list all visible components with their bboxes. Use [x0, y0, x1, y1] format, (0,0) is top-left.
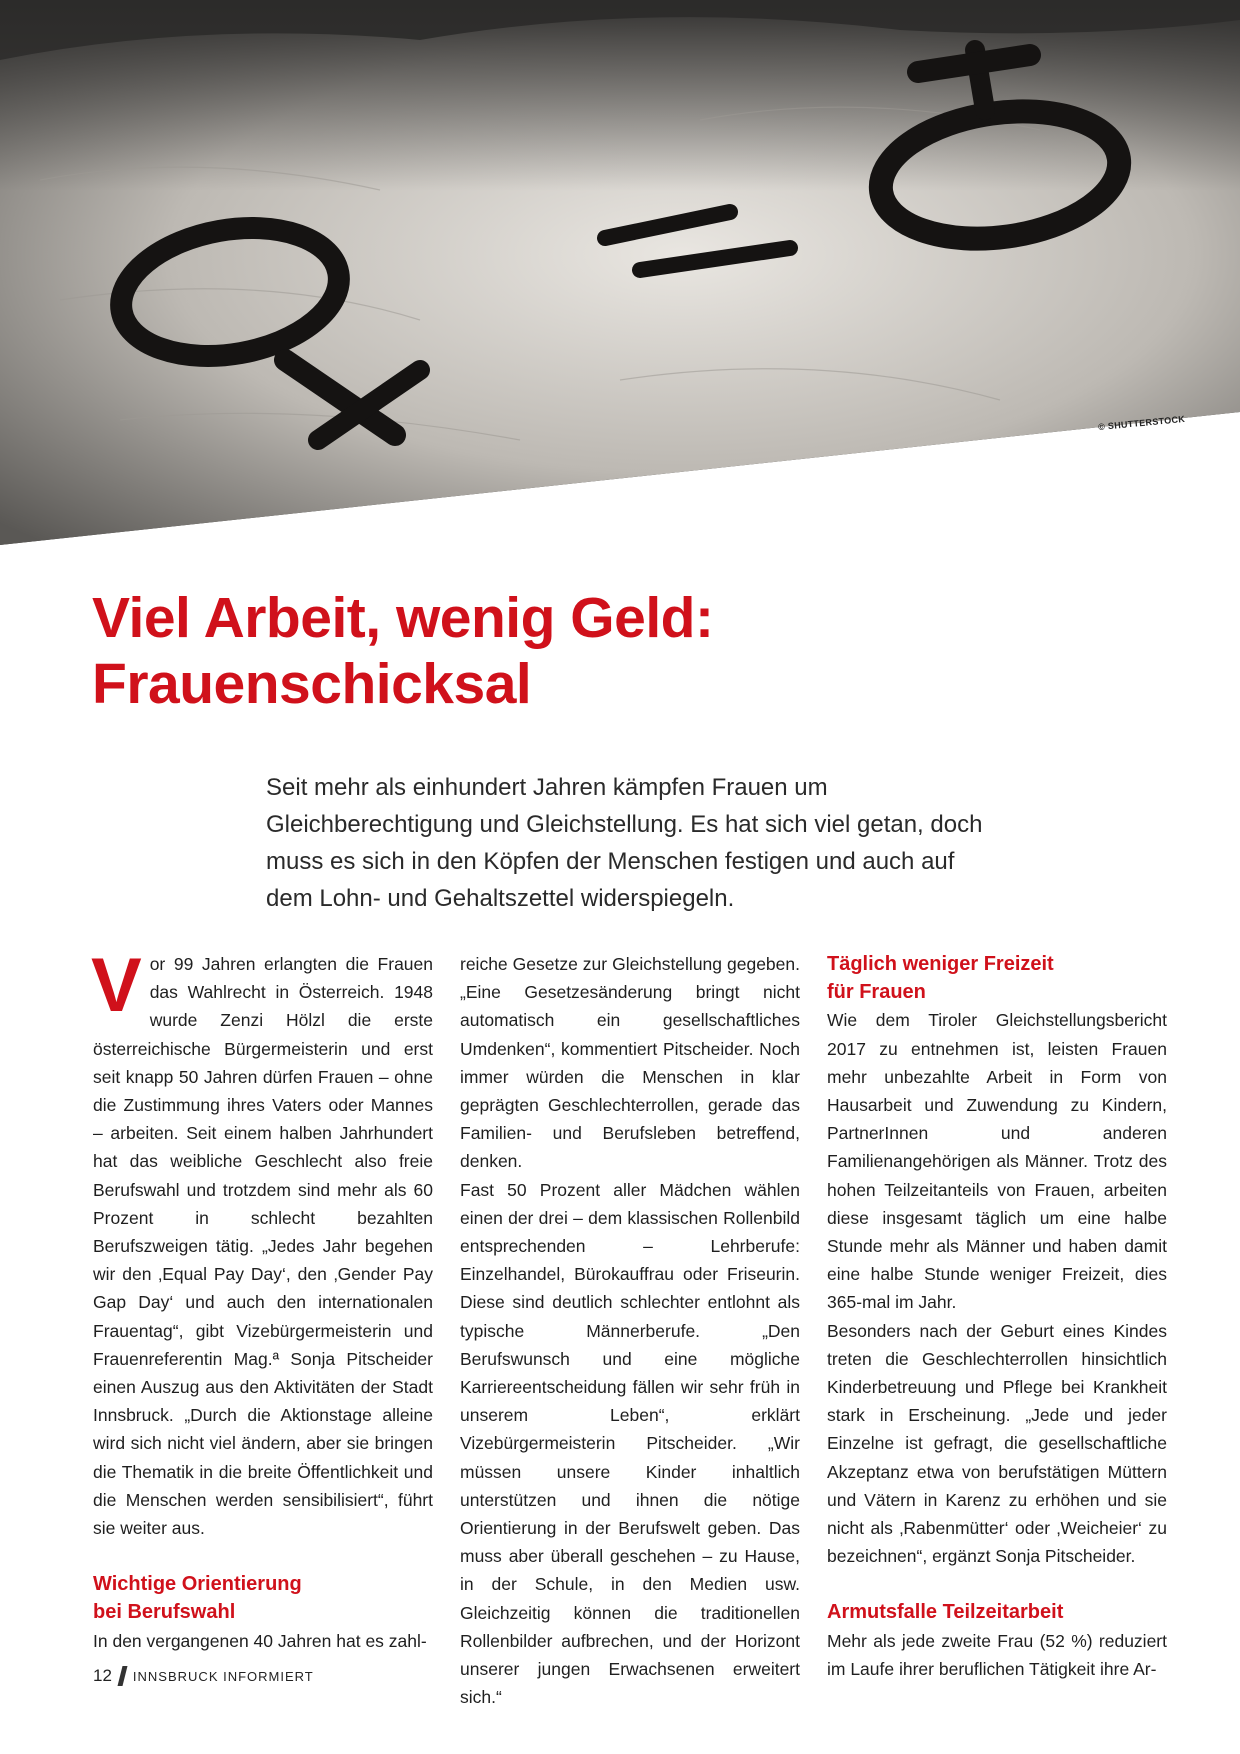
column-2: [460, 950, 800, 1711]
subhead-armutsfalle: Armutsfalle Teilzeitarbeit: [827, 1601, 1064, 1624]
page-number: 12: [93, 1666, 112, 1685]
article-title: [92, 585, 713, 717]
col3-paragraph-3: Mehr als jede zweite Frau (52 %) reduziert im Laufe ihrer beruflichen Tätigkeit ihre Ar-: [827, 1630, 1167, 1679]
col2-paragraph-2: Fast 50 Prozent aller Mädchen wählen einen der drei – dem klassischen Rollenbild entsprechenden – Lehrberufe: Einzelhandel, Bürokauffrau oder Friseurin. Diese sind deutlich schlechter entlohnt als typische Männerberufe. „Den Berufswunsch und eine mögliche Karriereentscheidung fällen wir sehr früh in unserem Leben“, erklärt Vizebürgermeisterin Pitscheider. „Wir müssen unsere Kinder inhaltlich unterstützen und ihnen die nötige Orientierung in der Berufswelt geben. Das muss aber überall geschehen – zu Hause, in der Schule, in den Medien usw. Gleichzeitig können die traditionellen Rollenbilder aufbrechen, und der Horizont unserer jungen Erwachsenen erweitert sich.“: [460, 1179, 800, 1708]
col3-paragraph-1: Wie dem Tiroler Gleichstellungsbericht 2017 zu entnehmen ist, leisten Frauen mehr unbezahlte Arbeit in Form von Hausarbeit und Zuwendung zu Kindern, PartnerInnen und anderen Familienangehörigen als Männer. Trotz des hohen Teilzeitanteils von Frauen, arbeiten diese insgesamt täglich um eine halbe Stunde mehr als Männer und haben damit eine halbe Stunde weniger Freizeit, dies 365-mal im Jahr.: [827, 1010, 1167, 1313]
col2-paragraph-1: reiche Gesetze zur Gleichstellung gegeben. „Eine Gesetzesänderung bringt nicht automatisch ein gesellschaftliches Umdenken“, kommentiert Pitscheider. Noch immer würden die Menschen in klar geprägten Geschlechterrollen, gerade das Familien- und Berufsleben betreffend, denken.: [460, 954, 800, 1172]
column-3: [827, 950, 1167, 1683]
gender-equality-symbols-icon: [0, 0, 1240, 545]
subhead-orientierung: [93, 1570, 433, 1626]
subhead-freizeit-line-2: für Frauen: [827, 981, 926, 1004]
hero-photo: [0, 0, 1240, 545]
subhead-freizeit-line-1: Täglich weniger Freizeit: [827, 953, 1054, 975]
subhead-freizeit: [827, 950, 1167, 1006]
col3-paragraph-2: Besonders nach der Geburt eines Kindes treten die Geschlechterrollen hinsichtlich Kinderbetreuung und Pflege bei Krankheit stark in Erscheinung. „Jede und jeder Einzelne ist gefragt, die gesellschaftliche Akzeptanz etwa von berufstätigen Müttern und Vätern in Karenz zu erhöhen und sie nicht als ‚Rabenmütter‘ oder ‚Weicheier‘ zu bezeichnen“, ergänzt Sonja Pitscheider.: [827, 1320, 1167, 1567]
title-line-2: Frauenschicksal: [92, 652, 532, 716]
photo-credit: © SHUTTERSTOCK: [1097, 413, 1186, 433]
drop-cap: V: [91, 943, 142, 1028]
col1-paragraph-2: In den vergangenen 40 Jahren hat es zahl-: [93, 1630, 427, 1651]
page-footer: [93, 1666, 314, 1686]
column-1: [91, 943, 433, 1655]
subhead-orientierung-line-1: Wichtige Orientierung: [93, 1573, 302, 1596]
article-lead: Seit mehr als einhundert Jahren kämpfen Frauen um Gleichberechtigung und Gleichstellung. Es hat sich viel getan, doch muss es sich in den Köpfen der Menschen festigen und auch auf dem Lohn- und Gehaltszettel widerspiegeln.: [266, 774, 983, 912]
footer-divider: [117, 1666, 127, 1686]
magazine-name: INNSBRUCK INFORMIERT: [132, 1668, 314, 1684]
col1-paragraph-1: or 99 Jahren erlangten die Frauen das Wahlrecht in Österreich. 1948 wurde Zenzi Hölzl die erste österreichische Bürgermeisterin und erst seit knapp 50 Jahren dürfen Frauen – ohne die Zustimmung ihres Vaters oder Mannes – arbeiten. Seit einem halben Jahrhundert hat das weibliche Geschlecht also freie Berufswahl und trotzdem sind mehr als 60 Prozent in schlecht bezahlten Berufszweigen tätig. „Jedes Jahr begehen wir den ‚Equal Pay Day‘, den ‚Gender Pay Gap Day‘ und auch den internationalen Frauentag“, gibt Vizebürgermeisterin und Frauenreferentin Mag.ª Sonja Pitscheider einen Auszug aus den Aktivitäten der Stadt Innsbruck. „Durch die Aktionstage alleine wird sich nicht viel ändern, aber sie bringen die Thematik in die breite Öffentlichkeit und die Menschen werden sensibilisiert“, führt sie weiter aus.: [93, 954, 433, 1539]
title-line-1: Viel Arbeit, wenig Geld:: [92, 586, 714, 650]
subhead-orientierung-line-2: bei Berufswahl: [93, 1601, 236, 1624]
